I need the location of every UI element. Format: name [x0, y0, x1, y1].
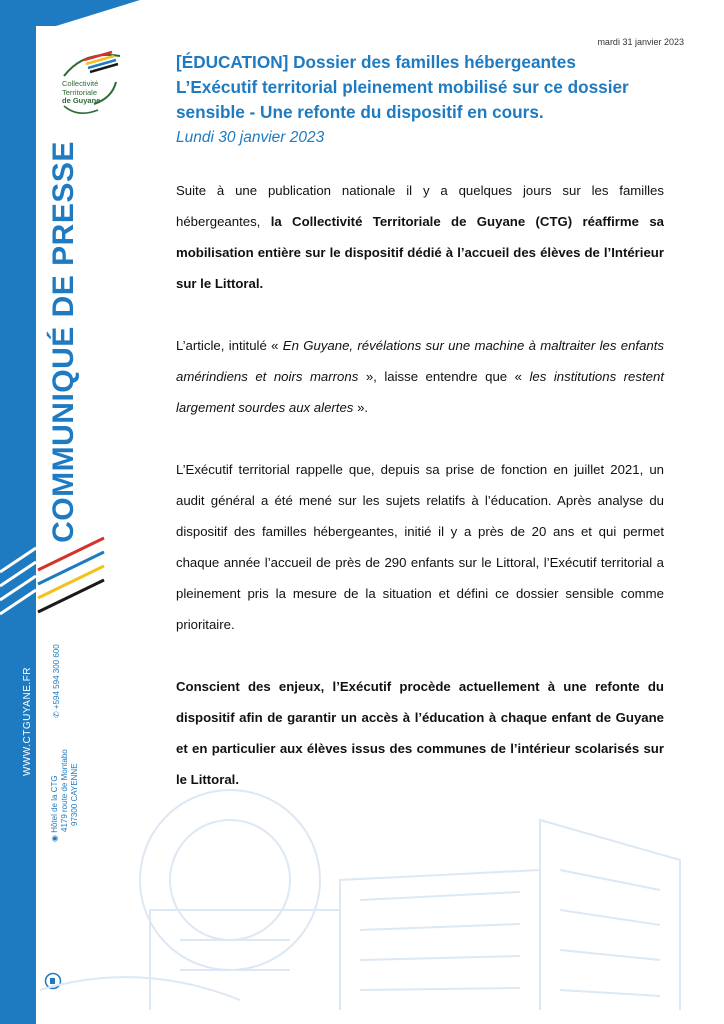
building-watermark	[40, 760, 724, 1024]
headline-line-2: L’Exécutif territorial pleinement mobilisé sur ce dossier	[176, 77, 629, 97]
logo-line-3: de Guyane	[62, 96, 101, 105]
headline-line-3: sensible - Une refonte du dispositif en cours.	[176, 102, 544, 122]
headline-line-1: [ÉDUCATION] Dossier des familles hébergeantes	[176, 52, 576, 72]
paragraph-2	[176, 330, 664, 423]
p2-e: ».	[353, 400, 369, 415]
paragraph-1	[176, 175, 664, 299]
headline	[176, 50, 696, 150]
press-release-vertical-title	[36, 141, 92, 543]
headline-date: Lundi 30 janvier 2023	[176, 129, 325, 146]
p1-intro: Suite à une publication nationale il y a quelques jours sur les familles hébergeantes,	[176, 183, 664, 229]
p2-a: L’article, intitulé «	[176, 338, 283, 353]
corner-band	[0, 0, 140, 26]
p1-bold: la Collectivité Territoriale de Guyane (CTG) réaffirme sa mobilisation entière sur le dispositif dédié à l’accueil des élèves de l’Intérieur sur le Littoral.	[176, 214, 664, 291]
logo-text	[62, 80, 122, 106]
p4-bold: Conscient des enjeux, l’Exécutif procède actuellement à une refonte du dispositif afin de garantir un accès à l’éducation à chaque enfant de Guyane et en particulier aux élèves issus des communes de l’intérieur scolarisés sur le Littoral.	[176, 679, 664, 787]
phone-icon: ✆	[52, 709, 61, 718]
paragraph-3: L’Exécutif territorial rappelle que, depuis sa prise de fonction en juillet 2021, un audit général a été mené sur les sujets relatifs à l’éducation. Après analyse du dispositif des familles hébergeantes, initié il y a près de 20 ans et qui permet chaque année l’accueil de près de 290 enfants sur le Littoral, l’Exécutif territorial a pleinement pris la mesure de la situation et défini ce dossier sensible comme prioritaire.	[176, 462, 664, 632]
publication-date: mardi 31 janvier 2023	[597, 37, 684, 47]
phone-text: +594 594 300 600	[52, 644, 61, 710]
body-text	[176, 175, 664, 826]
sidebar-band	[0, 0, 36, 1024]
address-line-3: 97300 CAYENNE	[70, 763, 79, 826]
logo-line-2: Territoriale	[62, 87, 98, 97]
logo-line-1: Collectivité	[62, 79, 99, 88]
p2-quote: les institutions restent largement sourdes aux alertes	[176, 369, 664, 415]
location-icon: ◉	[50, 832, 59, 842]
p2-c: », laisse entendre que «	[358, 369, 530, 384]
address-line-2: 4179 route de Montabo	[60, 749, 69, 832]
p2-article-title: En Guyane, révélations sur une machine à maltraiter les enfants amérindiens et noirs marrons	[176, 338, 665, 384]
website-link[interactable]: WWW.CTGUYANE.FR	[22, 667, 33, 776]
vertical-title-text: COMMUNIQUÉ DE PRESSE	[47, 141, 80, 543]
address-line-1-text: Hôtel de la CTG	[50, 775, 59, 833]
